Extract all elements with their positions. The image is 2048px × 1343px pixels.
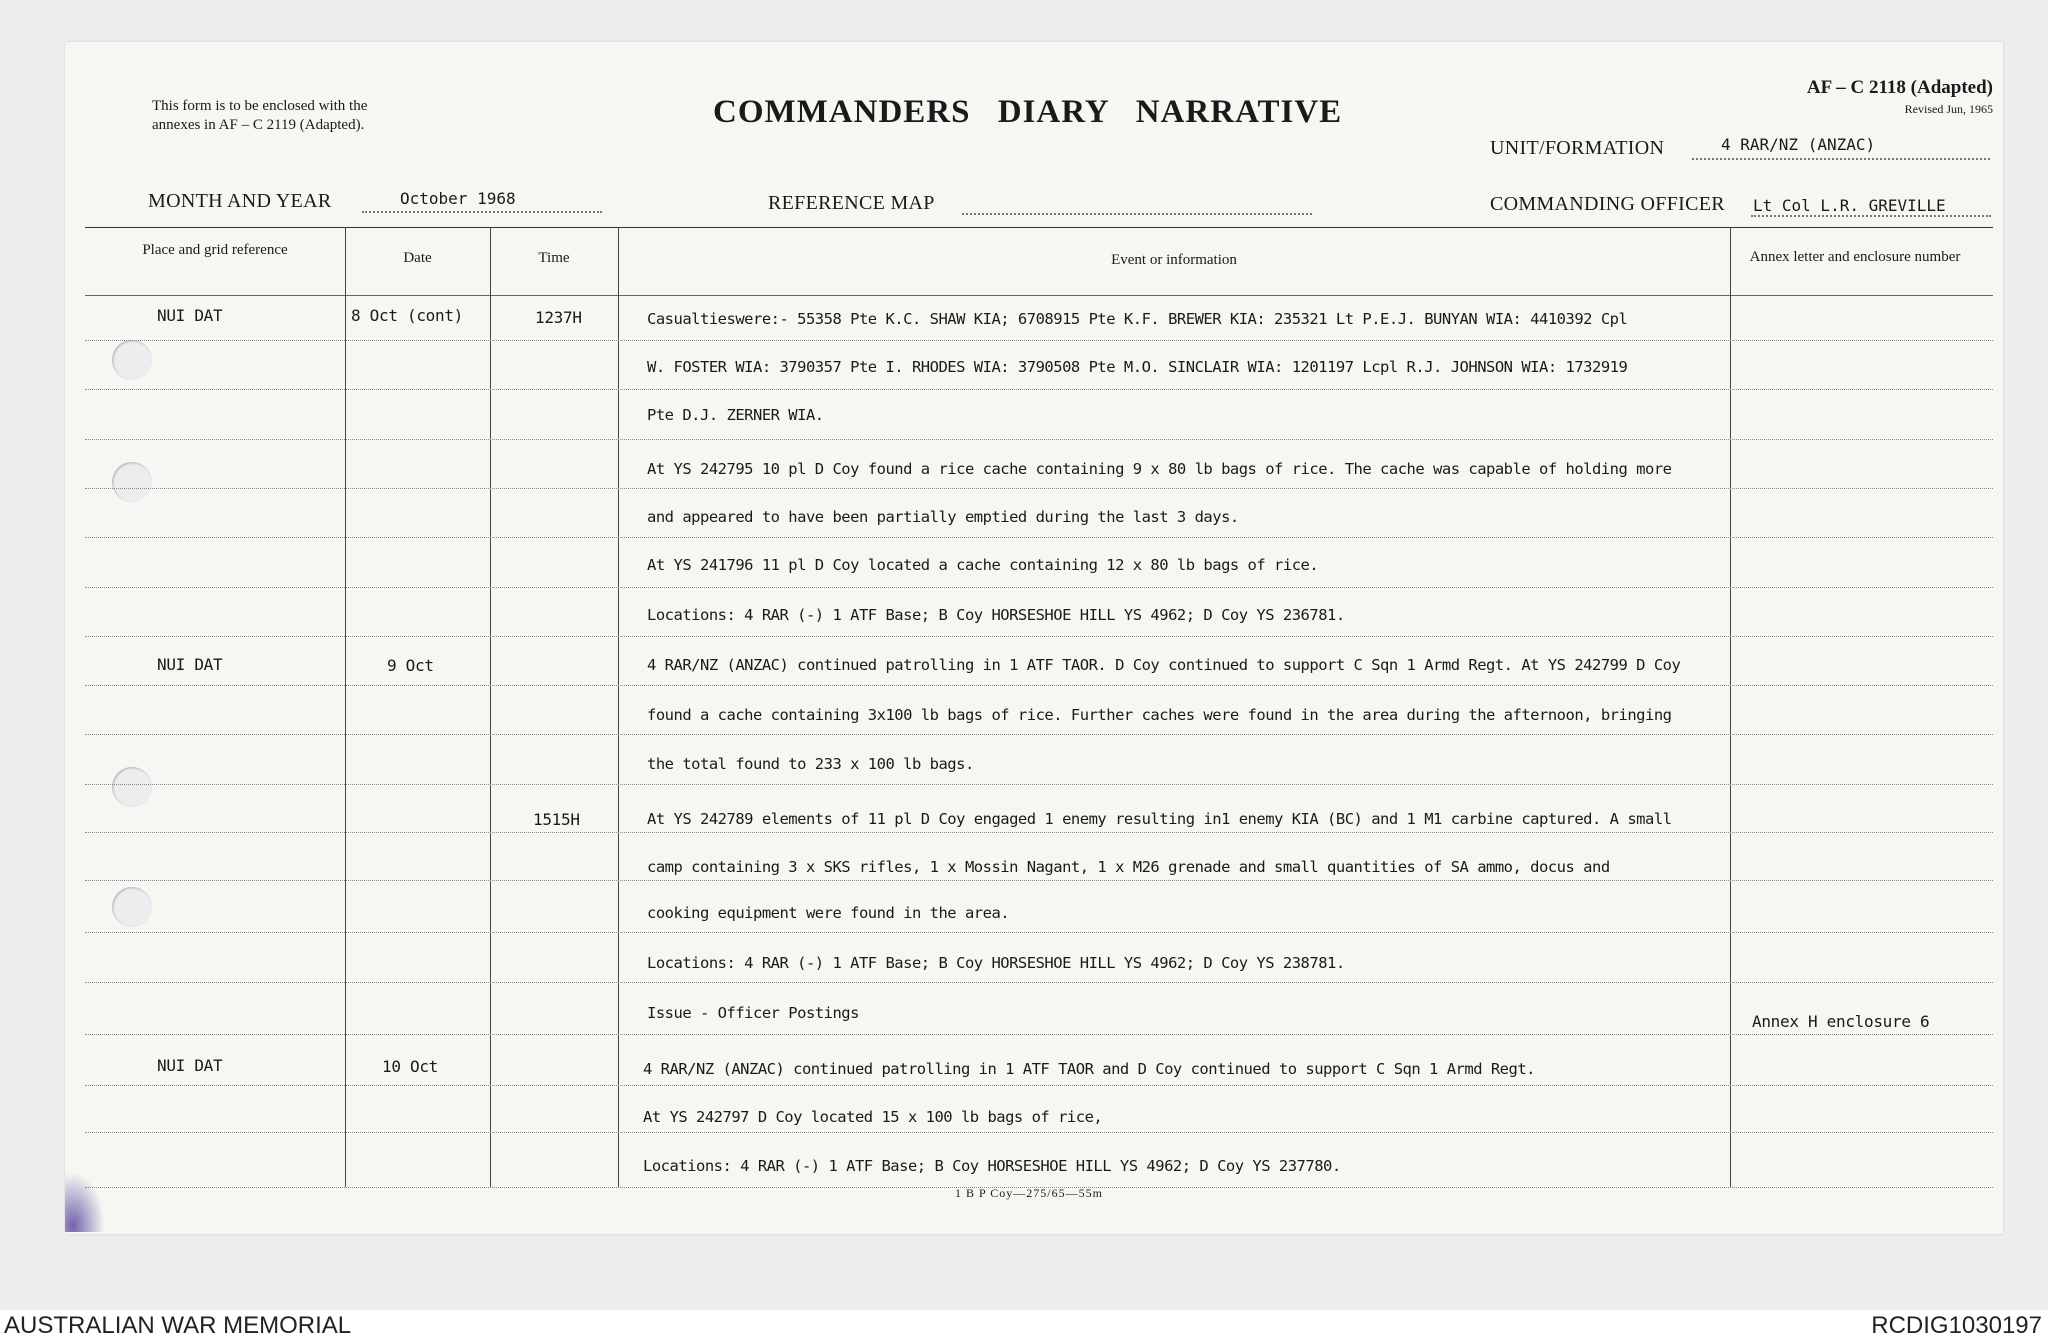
printer-imprint: 1 B P Coy—275/65—55m	[955, 1186, 1103, 1200]
row-event: the total found to 233 x 100 lb bags.	[647, 755, 974, 773]
row-event: Locations: 4 RAR (-) 1 ATF Base; B Coy HORSESHOE HILL YS 4962; D Coy YS 237780.	[643, 1157, 1341, 1175]
archive-name: AUSTRALIAN WAR MEMORIAL	[4, 1312, 352, 1339]
row-event: Locations: 4 RAR (-) 1 ATF Base; B Coy HORSESHOE HILL YS 4962; D Coy YS 236781.	[647, 606, 1345, 624]
col-event-header: Event or information	[1111, 252, 1237, 268]
row-event: found a cache containing 3x100 lb bags of rice. Further caches were found in the area during the afternoon, bringing	[647, 706, 1672, 724]
table-header-rule	[85, 295, 1993, 296]
row-annex: Annex H enclosure 6	[1752, 1012, 1930, 1031]
row-event: 4 RAR/NZ (ANZAC) continued patrolling in 1 ATF TAOR and D Coy continued to support C Sqn 1 Armd Regt.	[643, 1060, 1536, 1078]
enclosure-note: This form is to be enclosed with the annexes in AF – C 2119 (Adapted).	[152, 98, 368, 133]
co-value: Lt Col L.R. GREVILLE	[1753, 196, 1946, 215]
row-event: At YS 241796 11 pl D Coy located a cache containing 12 x 80 lb bags of rice.	[647, 556, 1319, 574]
row-time: 1237H	[535, 308, 582, 327]
col-time-header: Time	[538, 250, 570, 266]
punch-hole	[112, 340, 152, 380]
row-event: At YS 242789 elements of 11 pl D Coy engaged 1 enemy resulting in1 enemy KIA (BC) and 1 M1 carbine captured. A small	[647, 810, 1672, 828]
col-divider	[490, 227, 491, 1187]
row-event: Pte D.J. ZERNER WIA.	[647, 406, 824, 424]
punch-hole	[112, 887, 152, 927]
unit-value: 4 RAR/NZ (ANZAC)	[1721, 135, 1876, 154]
row-time: 1515H	[533, 810, 580, 829]
revision-date: Revised Jun, 1965	[1904, 102, 1993, 116]
month-dotline	[362, 210, 602, 213]
punch-hole	[112, 462, 152, 502]
row-event: At YS 242797 D Coy located 15 x 100 lb bags of rice,	[643, 1108, 1103, 1126]
row-event: and appeared to have been partially emptied during the last 3 days.	[647, 508, 1239, 526]
col-divider	[1730, 227, 1731, 1187]
col-place-header: Place and grid reference	[142, 242, 288, 258]
co-label: COMMANDING OFFICER	[1490, 193, 1725, 215]
record-id: RCDIG1030197	[1871, 1312, 2042, 1339]
col-date-header: Date	[403, 250, 432, 266]
row-event: camp containing 3 x SKS rifles, 1 x Mossin Nagant, 1 x M26 grenade and small quantities of SA ammo, docus and	[647, 858, 1610, 876]
row-event: Issue - Officer Postings	[647, 1004, 859, 1022]
form-id: AF – C 2118 (Adapted)	[1806, 77, 1993, 98]
row-date: 8 Oct (cont)	[351, 306, 463, 325]
table-top-rule	[85, 227, 1993, 228]
row-date: 10 Oct	[382, 1057, 438, 1076]
unit-dotline	[1692, 157, 1990, 160]
caption-strip	[0, 1310, 2048, 1343]
col-divider	[345, 227, 346, 1187]
row-place: NUI DAT	[157, 655, 223, 674]
col-annex-header: Annex letter and enclosure number	[1749, 249, 1961, 265]
row-event: 4 RAR/NZ (ANZAC) continued patrolling in 1 ATF TAOR. D Coy continued to support C Sqn 1 Armd Regt. At YS 242799 D Coy	[647, 656, 1681, 674]
punch-hole	[112, 767, 152, 807]
row-date: 9 Oct	[387, 656, 434, 675]
refmap-dotline	[962, 212, 1312, 215]
row-event: At YS 242795 10 pl D Coy found a rice cache containing 9 x 80 lb bags of rice. The cache was capable of holding more	[647, 460, 1672, 478]
diary-form-sheet	[65, 42, 2003, 1234]
row-event: Locations: 4 RAR (-) 1 ATF Base; B Coy HORSESHOE HILL YS 4962; D Coy YS 238781.	[647, 954, 1345, 972]
month-value: October 1968	[400, 189, 516, 208]
row-place: NUI DAT	[157, 306, 223, 325]
month-label: MONTH AND YEAR	[148, 190, 332, 212]
row-event: W. FOSTER WIA: 3790357 Pte I. RHODES WIA: 3790508 Pte M.O. SINCLAIR WIA: 1201197 Lcpl R.J. JOHNSON WIA: 1732919	[647, 358, 1628, 376]
refmap-label: REFERENCE MAP	[768, 192, 935, 214]
col-divider	[618, 227, 619, 1187]
row-event: cooking equipment were found in the area.	[647, 904, 1010, 922]
unit-label: UNIT/FORMATION	[1490, 137, 1665, 159]
row-place: NUI DAT	[157, 1056, 223, 1075]
ink-stain	[65, 1172, 105, 1232]
form-title: COMMANDERS DIARY NARRATIVE	[713, 94, 1343, 130]
row-event: Casualtieswere:- 55358 Pte K.C. SHAW KIA; 6708915 Pte K.F. BREWER KIA: 235321 Lt P.E.J. BUNYAN WIA: 4410392 Cpl	[647, 310, 1628, 328]
